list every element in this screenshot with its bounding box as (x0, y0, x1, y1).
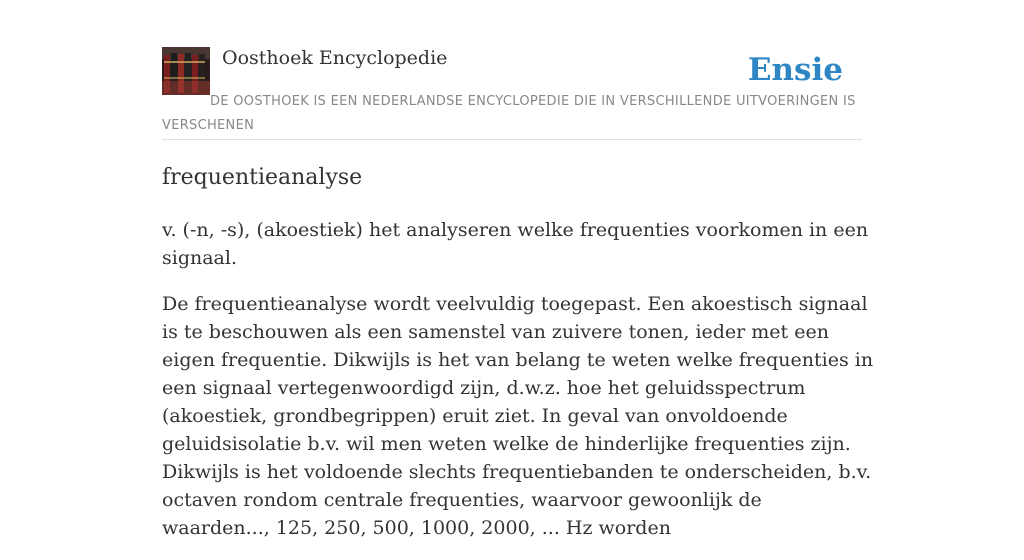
site-tagline: DE OOSTHOEK IS EEN NEDERLANDSE ENCYCLOPEDIE DIE IN VERSCHILLENDE UITVOERINGEN IS VERSCHENEN (162, 94, 856, 133)
brand-logo-text[interactable]: Ensie (747, 52, 843, 88)
article-paragraph: De frequentieanalyse wordt veelvuldig toegepast. Een akoestisch signaal is te beschouwen als een samenstel van zuivere tonen, ieder met een eigen frequentie. Dikwijls is het van belang te weten welke frequenties in een signaal vertegenwoordigd zijn, d.w.z. hoe het geluidsspectrum (akoestiek, grondbegrippen) eruit ziet. In geval van onvoldoende geluidsisolatie b.v. wil men weten welke de hinderlijke frequenties zijn. Dikwijls is het voldoende slechts frequentiebanden te onderscheiden, b.v. octaven rondom centrale frequenties, waarvoor gewoonlijk de waarden..., 125, 250, 500, 1000, 2000, ... Hz worden (162, 293, 874, 539)
site-header (162, 46, 862, 140)
article (162, 162, 874, 560)
site-name[interactable]: Oosthoek Encyclopedie (222, 47, 448, 69)
article-paragraph: v. (-n, -s), (akoestiek) het analyseren welke frequenties voorkomen in een signaal. (162, 219, 869, 269)
article-title: frequentieanalyse (162, 165, 363, 190)
book-spines-icon[interactable] (162, 47, 210, 95)
